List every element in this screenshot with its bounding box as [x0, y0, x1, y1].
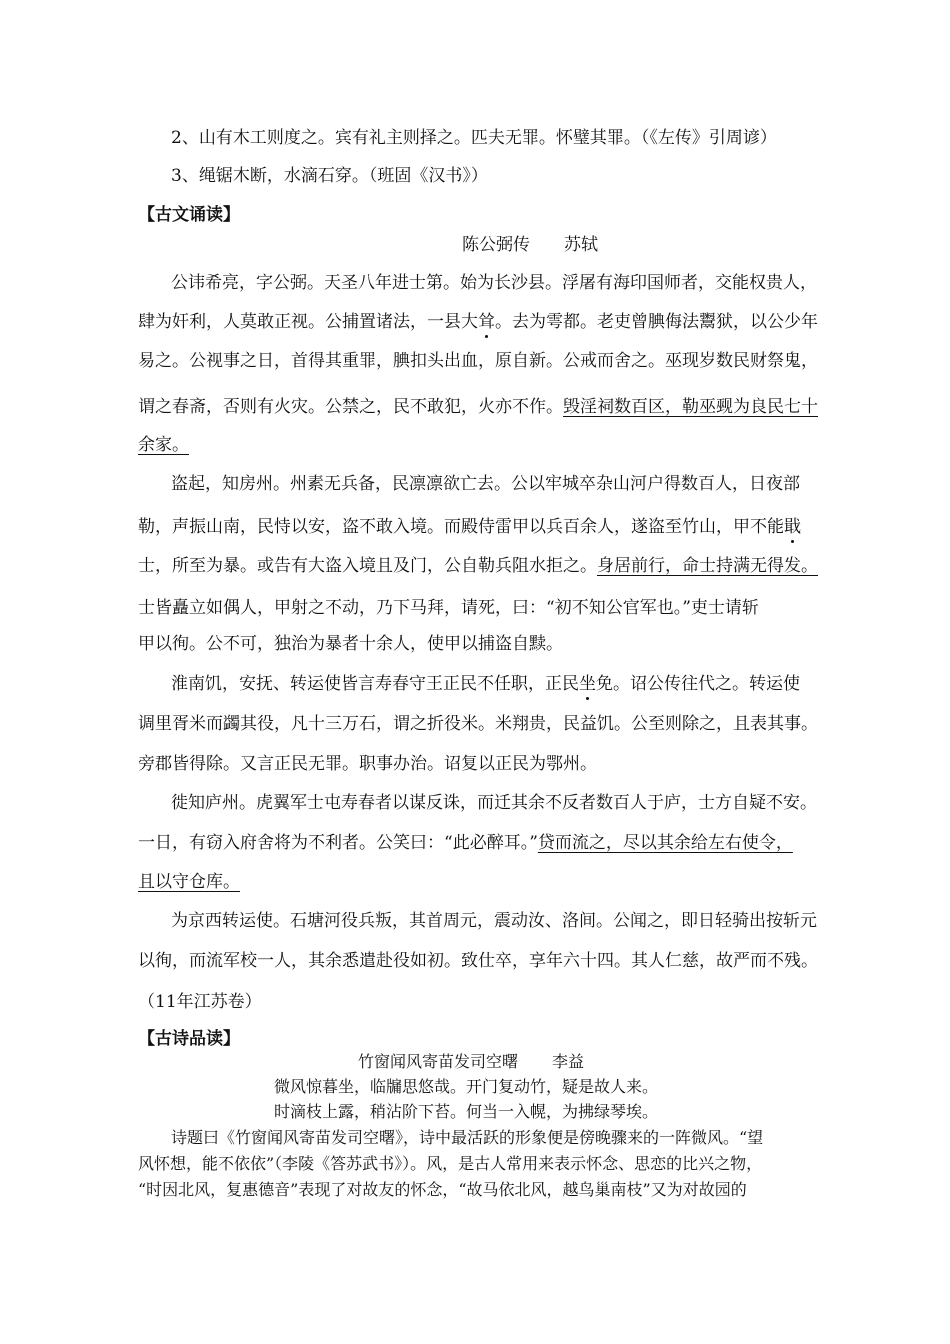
essay-p5-line1: 为京西转运使。石塘河役兵叛，其首周元，震动汝、洛间。公闻之，即日轻骑出按斩元: [171, 911, 817, 931]
essay-p3-line1: 淮南饥，安抚、转运使皆言寿春守王正民不任职，正民坐免。诏公传往代之。转运使: [171, 674, 800, 694]
essay-p2-line3: 士，所至为暴。或告有大盗入境且及门，公自勒兵阻水拒之。身居前行，命士持满无得发。: [138, 556, 818, 576]
essay-p1-line2: 肆为奸利，人莫敢正视。公捕置诸法，一县大耸。去为雩都。老吏曾腆侮法鬻狱，以公少年: [138, 312, 818, 332]
essay-p1-line4: 谓之春斋，否则有火灾。公禁之，民不敢犯，火亦不作。毁淫祠数百区，勒巫觋为良民七十: [138, 397, 818, 417]
emphasis-dot-char: 坐: [579, 674, 596, 694]
underlined-sentence: 身居前行，命士持满无得发。: [597, 556, 818, 576]
essay-source: （11年江苏卷）: [138, 992, 262, 1012]
essay-p1-line5: [138, 433, 189, 457]
essay-p1-line1: 公讳希亮，字公弼。天圣八年进士第。始为长沙县。浮屠有海印国师者，交能权贵人，: [171, 273, 817, 293]
essay-p2-line5: 甲以徇。公不可，独治为暴者十余人，使甲以捕盗自黩。: [138, 634, 563, 654]
poem-line-2: 时滴枝上露，稍沾阶下苔。何当一入幌，为拂绿琴埃。: [274, 1102, 659, 1121]
essay-p4-line3: [138, 870, 240, 894]
poem-title: 竹窗闻风寄苗发司空曙: [358, 1052, 519, 1071]
commentary-line3: “时因北风，复惠德音”表现了对故友的怀念，“故马依北风，越鸟巢南枝”又为对故园的: [138, 1180, 747, 1199]
section-heading-poem-appreciation: 【古诗品读】: [138, 1029, 240, 1049]
emphasis-dot-char: 戢: [784, 517, 801, 537]
essay-p2-line1: 盗起，知房州。州素无兵备，民凛凛欲亡去。公以牢城卒杂山河户得数百人，日夜部: [171, 474, 800, 494]
poem-line-1: 微风惊暮坐，临牖思悠哉。开门复动竹，疑是故人来。: [274, 1077, 659, 1096]
underlined-sentence: 且以守仓库。: [138, 872, 240, 892]
essay-p2-line4: 士皆矗立如偶人，甲射之不动，乃下马拜，请死，曰：“初不知公官军也。”吏士请斩: [138, 598, 759, 618]
essay-p4-line1: 徙知庐州。虎翼军士屯寿春者以谋反诛，而迁其余不反者数百人于庐，士方自疑不安。: [171, 793, 817, 813]
section-heading-classical-prose: 【古文诵读】: [138, 205, 240, 225]
underlined-sentence: 毁淫祠数百区，勒巫觋为良民七十: [563, 397, 818, 417]
proverb-2: 2、山有木工则度之。宾有礼主则择之。匹夫无罪。怀璧其罪。（《左传》引周谚）: [171, 128, 777, 148]
emphasis-dot-char: 耸: [478, 312, 495, 332]
essay-p2-line2: 勒，声振山南，民恃以安，盗不敢入境。而殿侍雷甲以兵百余人，遂盗至竹山，甲不能戢: [138, 517, 801, 537]
proverb-3: 3、绳锯木断，水滴石穿。（班固《汉书》）: [171, 166, 488, 186]
essay-p1-line3: 易之。公视事之日，首得其重罪，腆扣头出血，原自新。公戒而舍之。巫现岁数民财祭鬼，: [138, 351, 818, 371]
essay-p3-line2: 调里胥米而蠲其役，凡十三万石，谓之折役米。米翔贵，民益饥。公至则除之，且表其事。: [138, 714, 818, 734]
poem-author: 李益: [552, 1052, 585, 1071]
underlined-sentence: 贷而流之，尽以其余给左右使令，: [537, 833, 793, 853]
underlined-sentence: 余家。: [138, 435, 189, 455]
essay-author: 苏轼: [564, 235, 598, 255]
essay-title: 陈公弼传: [462, 235, 530, 255]
essay-p5-line2: 以徇，而流军校一人，其余悉遣赴役如初。致仕卒，享年六十四。其人仁慈，故严而不残。: [138, 951, 818, 971]
essay-title-line: [462, 233, 598, 257]
essay-p4-line2: 一日，有窃入府舍将为不利者。公笑曰：“此必醉耳。”贷而流之，尽以其余给左右使令，: [138, 833, 793, 853]
commentary-line1: 诗题曰《竹窗闻风寄苗发司空曙》，诗中最活跃的形象便是傍晚骤来的一阵微风。“望: [171, 1128, 764, 1147]
essay-p3-line3: 旁郡皆得除。又言正民无罪。职事办治。诏复以正民为鄂州。: [138, 754, 597, 774]
commentary-line2: 风怀想，能不依依”（李陵《答苏武书》）。风，是古人常用来表示怀念、思恋的比兴之物，: [138, 1154, 763, 1173]
poem-title-line: [358, 1051, 584, 1073]
